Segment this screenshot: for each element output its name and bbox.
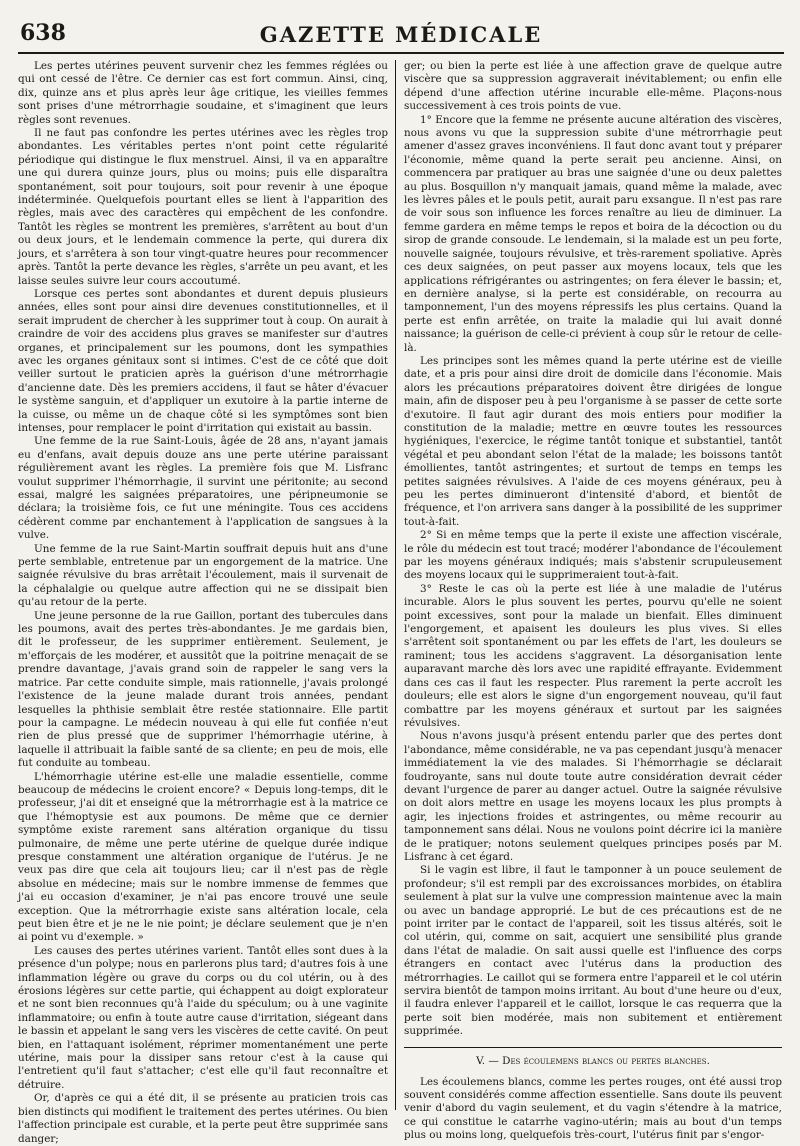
journal-page: [18, 18, 784, 1145]
paragraph: Les pertes utérines peuvent survenir chez les femmes réglées ou qui ont cessé de l'être. Ce dernier cas est fort commun. Ainsi, cinq, dix, quinze ans et plus après leur âge critique, les vieilles femmes sont prises d'une métrorrhagie soudaine, et s'imaginent que leurs règles sont revenues.: [18, 60, 388, 126]
paragraph: Si le vagin est libre, il faut le tamponner à un pouce seulement de profondeur; s'il est rempli par des excroissances morbides, on établira seulement à plat sur la vulve une compression maintenue avec la main ou avec un bandage approprié. Le but de ces précautions est de ne point irriter par le contact de l'appareil, soit les tissus altérés, soit le col utérin, qui, comme on sait, acquiert une sensibilité plus grande dans l'état de maladie. On sait aussi quelle est l'influence des corps étrangers en contact avec l'utérus dans la production des métrorrhagies. Le caillot qui se formera entre l'appareil et le col utérin servira bientôt de tampon moins irritant. Au bout d'une heure ou d'eux, il faudra enlever l'appareil et le caillot, lorsque le cas requerra que la perte soit bien modérée, mais non subitement et entièrement supprimée.: [404, 864, 782, 1038]
paragraph: Or, d'après ce qui a été dit, il se présente au praticien trois cas bien distincts qui modifient le traitement des pertes utérines. Ou bien l'affection principale est curable, et la perte peut être supprimée sans danger;: [18, 1092, 388, 1145]
section-heading: V. — Des écoulemens blancs ou pertes blanches.: [404, 1047, 782, 1068]
page-header: [18, 18, 784, 54]
text-columns: [18, 60, 784, 1145]
paragraph: Une jeune personne de la rue Gaillon, portant des tubercules dans les poumons, avait des pertes très-abondantes. Je me gardais bien, dit le professeur, de les supprimer entièrement. Seulement, je m'efforçais de les modérer, et aussitôt que la poitrine menaçait de se prendre davantage, j'avais grand soin de rappeler le sang vers la matrice. Par cette conduite simple, mais rationnelle, j'avais prolongé l'existence de la jeune malade durant trois années, pendant lesquelles la phthisie semblait être restée stationnaire. Elle partit pour la campagne. Le médecin nouveau à qui elle fut confiée n'eut rien de plus pressé que de supprimer l'hémorrhagie utérine, à laquelle il attribuait la faible santé de sa cliente; en peu de mois, elle fut conduite au tombeau.: [18, 609, 388, 770]
page-number: 638: [20, 20, 66, 46]
right-column: [404, 60, 782, 1142]
paragraph: Lorsque ces pertes sont abondantes et durent depuis plusieurs années, elles sont pour ainsi dire devenues constitutionnelles, et il serait imprudent de chercher à les supprimer tout à coup. On aurait à craindre de voir des accidens plus graves se manifester sur d'autres organes, et principalement sur les poumons, dont les sympathies avec les organes génitaux sont si intimes. C'est de ce côté que doit veiller surtout le praticien après la guérison d'une métrorrhagie d'ancienne date. Dès les premiers accidens, il faut se hâter d'évacuer le système sanguin, et d'appliquer un exutoire à la partie interne de la cuisse, ou même un de chaque côté si les symptômes sont bien intenses, pour remplacer le point d'irritation qui existait au bassin.: [18, 287, 388, 434]
paragraph: Il ne faut pas confondre les pertes utérines avec les règles trop abondantes. Les véritables pertes n'ont point cette régularité périodique qui distingue le flux menstruel. Ainsi, il va en apparaître une qui durera quinze jours, plus ou moins; puis elle disparaîtra spontanément, soit pour toujours, soit pour revenir à une époque indéterminée. Quelquefois pourtant elles se lient à l'apparition des règles, mais avec des caractères qui empêchent de les confondre. Tantôt les règles se montrent les premières, s'arrêtent au bout d'un ou deux jours, et le lendemain commence la perte, qui durera dix jours, et s'arrêtera à son tour vingt-quatre heures pour recommencer après. Tantôt la perte devance les règles, s'arrête un peu avant, et les laisse seules suivre leur cours accoutumé.: [18, 127, 388, 287]
paragraph: Les écoulemens blancs, comme les pertes rouges, ont été aussi trop souvent considérés comme affection essentielle. Sans doute ils peuvent venir d'abord du vagin seulement, et du vagin s'étendre à la matrice, ce qui constitue le catarrhe vagino-utérin; mais au bout d'un temps plus ou moins long, quelquefois très-court, l'utérus finit par s'engor-: [404, 1075, 782, 1142]
paragraph: ger; ou bien la perte est liée à une affection grave de quelque autre viscère que sa suppression aggraverait inévitablement; ou enfin elle dépend d'une affection utérine incurable elle-même. Plaçons-nous successivement à ces trois points de vue.: [404, 60, 782, 113]
column-divider: [395, 60, 396, 1110]
paragraph: Nous n'avons jusqu'à présent entendu parler que des pertes dont l'abondance, même considérable, ne va pas cependant jusqu'à menacer immédiatement la vie des malades. Si l'hémorrhagie se déclarait foudroyante, sans nul doute toute autre considération devrait céder devant l'urgence de parer au danger actuel. Outre la saignée révulsive on doit alors mettre en usage les moyens locaux les plus prompts à agir, les injections froides et astringentes, ou même recourir au tamponnement sans délai. Nous ne voulons point décrire ici la manière de le pratiquer; notons seulement quelques principes posés par M. Lisfranc à cet égard.: [404, 730, 782, 863]
paragraph: Une femme de la rue Saint-Louis, âgée de 28 ans, n'ayant jamais eu d'enfans, avait depuis douze ans une perte utérine paraissant régulièrement avant les règles. La première fois que M. Lisfranc voulut supprimer l'hémorrhagie, il survint une péritonite; au second essai, malgré les saignées préparatoires, une péripneumonie se déclara; la troisième fois, ce fut une méningite. Tous ces accidens cédèrent comme par enchantement à l'application de sangsues à la vulve.: [18, 435, 388, 542]
paragraph: Les causes des pertes utérines varient. Tantôt elles sont dues à la présence d'un polype; nous en parlerons plus tard; d'autres fois à une inflammation légère ou grave du corps ou du col utérin, ou à des érosions légères sur cette partie, qui échappent au doigt explorateur et ne sont bien reconnues qu'à l'aide du spéculum; ou à une vaginite inflammatoire; ou enfin à toute autre cause d'irritation, siégeant dans le bassin et appelant le sang vers les viscères de cette cavité. On peut bien, en l'attaquant isolément, réprimer momentanément une perte utérine, mais pour la dissiper sans retour c'est à la cause qui l'entretient qu'il faut s'attacher; c'est elle qu'il faut reconnaître et détruire.: [18, 944, 388, 1091]
paragraph: Les principes sont les mêmes quand la perte utérine est de vieille date, et a pris pour ainsi dire droit de domicile dans l'économie. Mais alors les précautions préparatoires doivent être dirigées de longue main, afin de disposer peu à peu l'organisme à se passer de cette sorte d'exutoire. Il faut agir durant des mois entiers pour modifier la constitution de la maladie; mettre en œuvre toutes les ressources hygiéniques, l'exercice, le régime tantôt tonique et substantiel, tantôt végétal et peu abondant selon l'état de la malade; les boissons tantôt émollientes, tantôt astringentes; et surtout de temps en temps les petites saignées révulsives. A l'aide de ces moyens généraux, peu à peu les pertes diminueront d'intensité d'abord, et bientôt de fréquence, et l'on arrivera sans danger à la possibilité de les supprimer tout-à-fait.: [404, 354, 782, 528]
left-column: [18, 60, 388, 1145]
paragraph: L'hémorrhagie utérine est-elle une maladie essentielle, comme beaucoup de médecins le croient encore? « Depuis long-temps, dit le professeur, j'ai dit et enseigné que la métrorrhagie est à la matrice ce que l'hémoptysie est aux poumons. De même que ce dernier symptôme existe rarement sans altération organique du tissu pulmonaire, de même une perte utérine de quelque durée indique presque constamment une altération organique de l'utérus. Je ne veux pas dire que cela ait toujours lieu; car il n'est pas de règle absolue en médecine; mais sur le nombre immense de femmes que j'ai eu occasion d'examiner, je n'ai pas encore trouvé une seule exception. Que la métrorrhagie existe sans altération locale, cela peut bien être et je ne le nie point; je déclare seulement que je n'en ai point vu d'exemple. »: [18, 770, 388, 944]
paragraph: 1° Encore que la femme ne présente aucune altération des viscères, nous avons vu que la suppression subite d'une métrorrhagie peut amener d'assez graves inconvéniens. Il faut donc avant tout y préparer l'économie, même quand la perte serait peu ancienne. Ainsi, on commencera par pratiquer au bras une saignée d'une ou deux palettes au plus. Bosquillon n'y manquait jamais, quand même la malade, avec les lèvres pâles et le pouls petit, aurait paru exsangue. Il n'est pas rare de voir sous son influence les forces renaître au lieu de diminuer. La femme gardera en même temps le repos et boira de la décoction ou du sirop de grande consoude. Le lendemain, si la malade est un peu forte, nouvelle saignée, toujours révulsive, et très-rarement spoliative. Après ces deux saignées, on peut passer aux moyens locaux, tels que les applications réfrigérantes ou astringentes; on fera élever le bassin; et, en dernière analyse, si la perte est considérable, on recourra au tamponnement, l'un des moyens répressifs les plus certains. Quand la perte est enfin arrêtée, on traite la maladie qui lui avait donné naissance; la guérison de celle-ci prévient à coup sûr le retour de celle-là.: [404, 113, 782, 354]
journal-title: GAZETTE MÉDICALE: [259, 22, 543, 47]
paragraph: Une femme de la rue Saint-Martin souffrait depuis huit ans d'une perte semblable, entretenue par un engorgement de la matrice. Une saignée révulsive du bras arrêtait l'écoulement, mais il survenait de la céphalalgie ou quelque autre affection qui ne se dissipait bien qu'au retour de la perte.: [18, 542, 388, 609]
paragraph: 3° Reste le cas où la perte est liée à une maladie de l'utérus incurable. Alors le plus souvent les pertes, pourvu qu'elle ne soient point excessives, sont pour la malade un bienfait. Elles diminuent l'engorgement, et apaisent les douleurs les plus vives. Si elles s'arrêtent soit spontanément ou par les effets de l'art, les douleurs se raminent; tous les accidens s'aggravent. La désorganisation lente auparavant marche dès lors avec une rapidité effrayante. Evidemment dans ces cas il faut les respecter. Plus rarement la perte accroît les douleurs; elle est alors le signe d'un engorgement nouveau, qu'il faut combattre par les moyens généraux et surtout par les saignées révulsives.: [404, 582, 782, 729]
paragraph: 2° Si en même temps que la perte il existe une affection viscérale, le rôle du médecin est tout tracé; modérer l'abondance de l'écoulement par les moyens généraux indiqués; mais s'abstenir scrupuleusement des moyens locaux qui le supprimeraient tout-à-fait.: [404, 529, 782, 582]
